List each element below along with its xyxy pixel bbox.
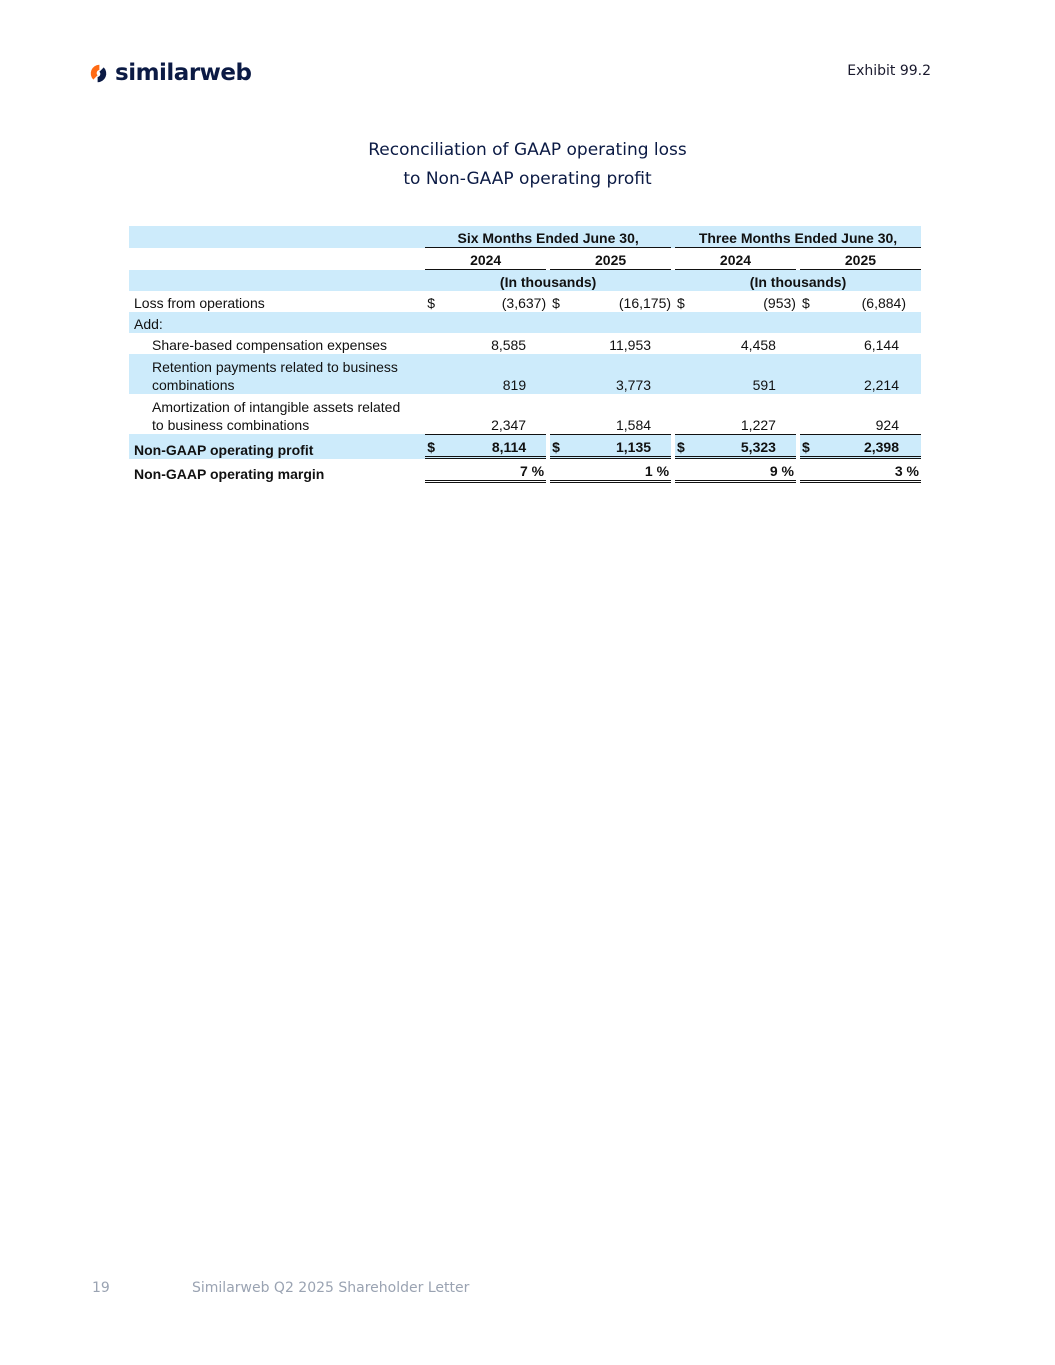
year-header-row — [129, 248, 921, 270]
year-header: 2025 — [800, 248, 921, 270]
similarweb-logo-icon — [88, 63, 109, 84]
exhibit-label: Exhibit 99.2 — [847, 63, 931, 79]
row-label-line: Amortization of intangible assets related — [152, 399, 401, 415]
currency-symbol: $ — [801, 295, 810, 311]
currency-symbol: $ — [427, 295, 436, 311]
cell-value: 9 % — [701, 459, 796, 483]
row-label-line: combinations — [152, 377, 235, 393]
row-label: Non-GAAP operating margin — [134, 466, 325, 482]
row-label: Non-GAAP operating profit — [129, 434, 425, 459]
reconciliation-table — [129, 226, 921, 483]
cell-value: 6,144 — [863, 337, 899, 353]
units-label: (In thousands) — [675, 270, 921, 291]
year-header: 2024 — [425, 248, 546, 270]
row-label — [129, 394, 425, 434]
cell-value: 1,227 — [740, 417, 776, 433]
cell-value: (6,884) — [861, 295, 906, 311]
cell-value: 1 % — [576, 459, 671, 483]
cell-value: 924 — [875, 417, 899, 433]
cell-value: 1,584 — [615, 417, 652, 433]
currency-symbol: $ — [552, 295, 560, 311]
period-header-three-months: Three Months Ended June 30, — [675, 226, 921, 248]
table-row-non-gaap-profit — [129, 434, 921, 459]
currency-symbol: $ — [675, 434, 701, 459]
title-line-2: to Non-GAAP operating profit — [403, 169, 652, 189]
row-label: Share-based compensation expenses — [152, 337, 388, 353]
cell-value: 11,953 — [609, 337, 652, 353]
cell-value: 3 % — [826, 459, 921, 483]
page-title — [0, 136, 1055, 194]
cell-value: 7 % — [451, 459, 546, 483]
units-row — [129, 270, 921, 291]
period-header-six-months: Six Months Ended June 30, — [425, 226, 671, 248]
cell-value: 819 — [451, 354, 546, 394]
cell-value: (953) — [763, 295, 796, 311]
cell-value: 2,214 — [826, 354, 921, 394]
cell-value: (16,175) — [618, 295, 672, 311]
currency-symbol: $ — [800, 434, 826, 459]
period-header-row — [129, 226, 921, 248]
table-row-amortization — [129, 394, 921, 434]
cell-value: 3,773 — [576, 354, 671, 394]
company-logo — [88, 59, 251, 87]
cell-value: 591 — [701, 354, 796, 394]
currency-symbol: $ — [425, 434, 451, 459]
cell-value: (3,637) — [501, 295, 547, 311]
cell-value: 8,114 — [451, 434, 546, 459]
currency-symbol: $ — [550, 434, 576, 459]
cell-value: 1,135 — [576, 434, 671, 459]
page-number: 19 — [92, 1280, 110, 1296]
table-row-sbc — [129, 333, 921, 354]
row-label: Add: — [129, 312, 425, 333]
cell-value: 5,323 — [701, 434, 796, 459]
year-header: 2024 — [675, 248, 796, 270]
table-row-retention — [129, 354, 921, 394]
cell-value: 2,347 — [491, 417, 527, 433]
row-label-line: Retention payments related to business — [152, 359, 398, 375]
row-label: Loss from operations — [134, 295, 265, 311]
units-label: (In thousands) — [425, 270, 671, 291]
logo-text: similarweb — [115, 60, 252, 86]
row-label — [129, 354, 425, 394]
footer-document-title: Similarweb Q2 2025 Shareholder Letter — [192, 1280, 470, 1296]
row-label-line: to business combinations — [152, 417, 310, 433]
cell-value: 2,398 — [826, 434, 921, 459]
currency-symbol: $ — [677, 295, 685, 311]
table-row-loss-from-operations — [129, 291, 921, 312]
cell-value: 4,458 — [740, 337, 776, 353]
title-line-1: Reconciliation of GAAP operating loss — [368, 140, 687, 160]
table-row-add — [129, 312, 921, 333]
cell-value: 8,585 — [491, 337, 527, 353]
year-header: 2025 — [550, 248, 671, 270]
table-row-non-gaap-margin — [129, 459, 921, 483]
